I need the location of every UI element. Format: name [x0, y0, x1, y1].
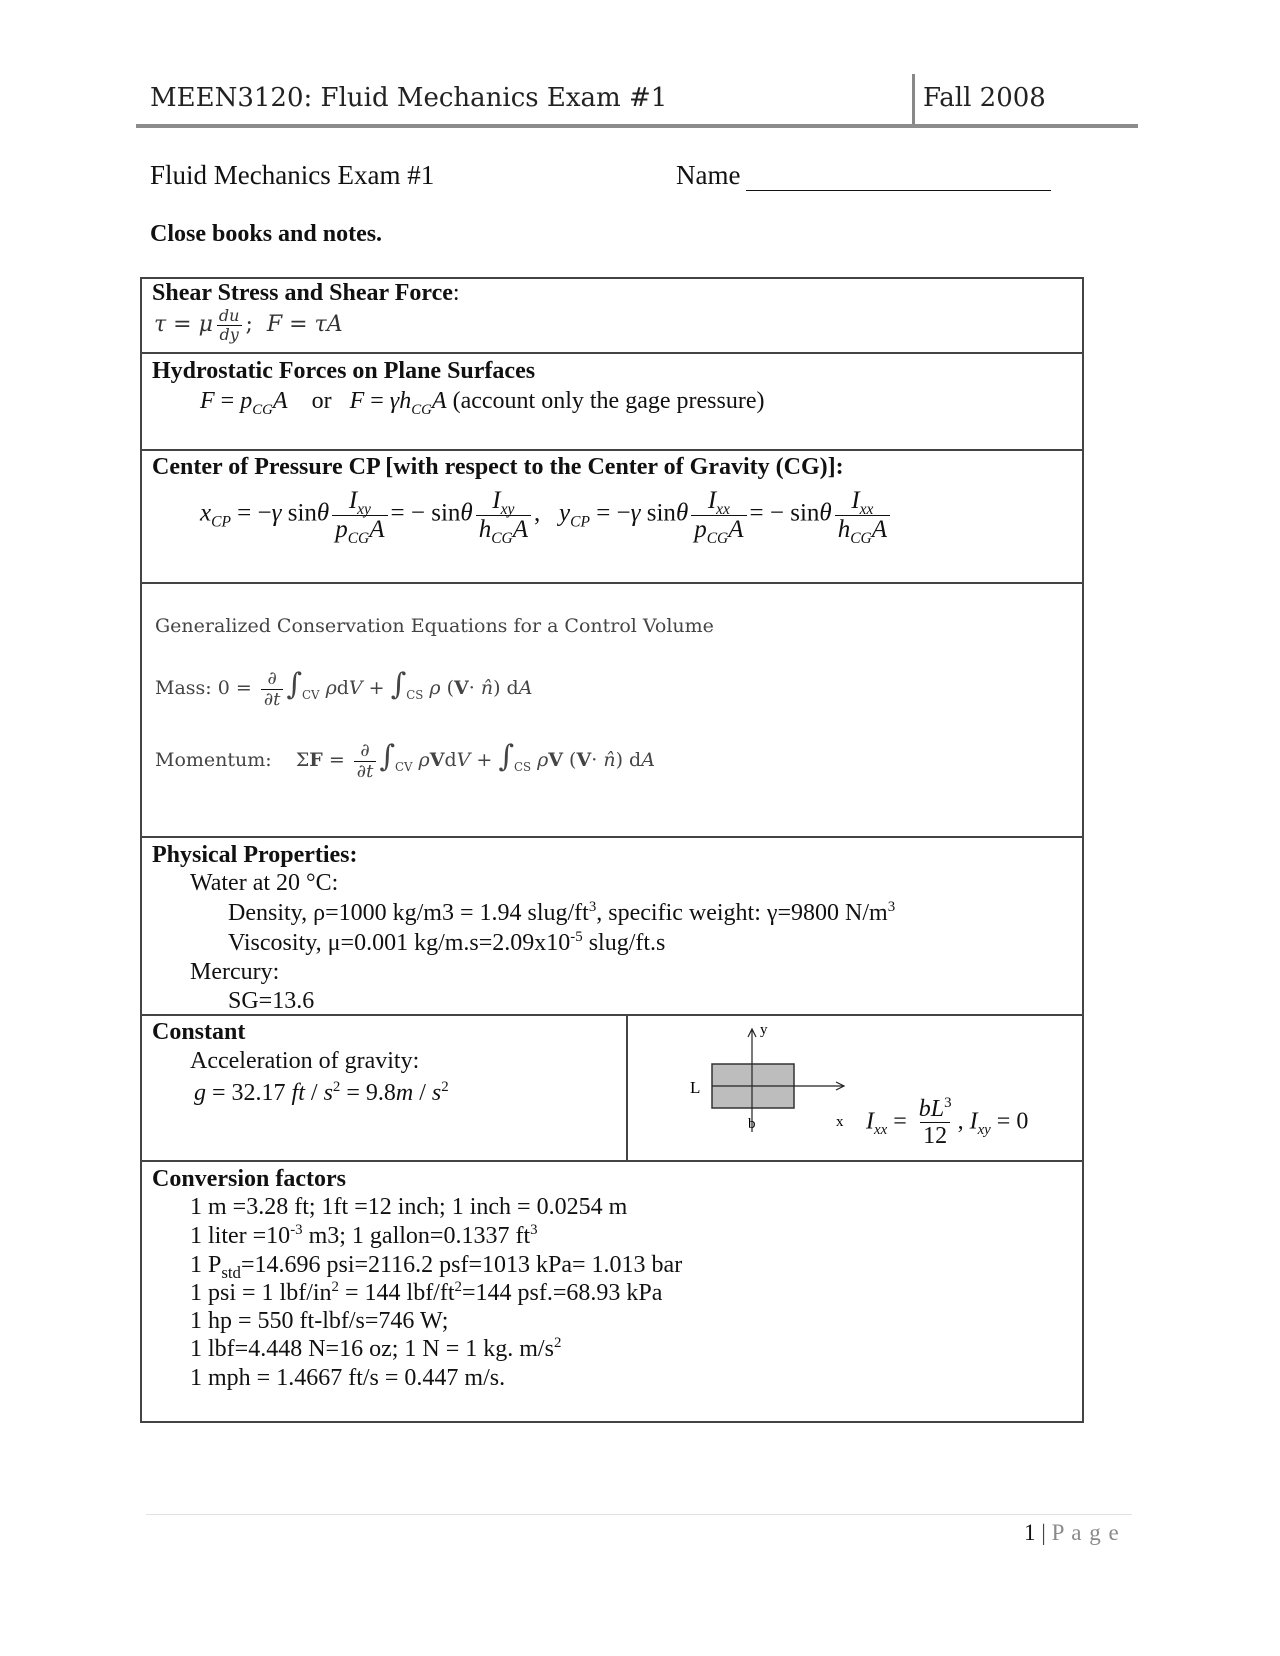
page-number: 1: [1024, 1520, 1036, 1545]
header-rule: [136, 124, 1138, 128]
conversion-line-4: 1 psi = 1 lbf/$in^2 = 144$ lbf/$ft^2=144$ psf.=68.93 kPa: [190, 1279, 663, 1306]
shear-formula: τ = μ $\frac{du}{dy}$ ; F = τA: [154, 306, 343, 344]
cp-section: [140, 449, 1084, 584]
y-axis-label: y: [760, 1022, 768, 1038]
hydrostatic-section: [140, 352, 1084, 451]
mass-label: Mass:: [155, 677, 212, 699]
header-course: MEEN3120: Fluid Mechanics Exam #1: [150, 83, 668, 113]
constant-divider: [626, 1016, 628, 1162]
hydrostatic-formula: $F = p_{CG}A$ or $F = \gamma h_{CG}A$ (account only the gage pressure): [200, 388, 765, 418]
conversion-title: Conversion factors: [152, 1166, 346, 1192]
shear-title: Shear Stress and Shear Force: [152, 280, 453, 306]
conversion-line-2: 1 liter $=10^{-3}$ m3; 1 gallon=0.1337 $ft^3$: [190, 1222, 538, 1249]
cp-title: Center of Pressure CP [with respect to the Center of Gravity (CG)]:: [152, 454, 844, 480]
header-divider-vertical: [912, 74, 915, 126]
physical-section: [140, 836, 1084, 1016]
momentum-equation: Momentum: ΣF = $\frac{\partial}{\partial t}$ $\int_{CV}$ $\rho VdV + \int_{CS}$ ρV (V· n̂) dA: [155, 739, 655, 782]
density-line: Density, ρ=1000 kg/m3 = 1.94 slug/$ft^3$, specific weight: γ=9800 $N/m^3$: [228, 899, 896, 926]
constant-title: Constant: [152, 1019, 246, 1045]
cp-formula: $x_{CP} = -\gamma$ sinθ $\frac{I_{xy}}{p_{CG}A}$ = − sinθ $\frac{I_{xy}}{h_{CG}A}$ , $y_{CP} = -\gamma$ sinθ $\frac{I_{xx}}{p_{CG}A}$ = − sinθ $\frac{I_{xx}}{h_{CG}A}$: [200, 487, 893, 543]
shear-colon: :: [452, 280, 460, 306]
mass-equation: Mass: 0 = $\frac{\partial}{\partial t}$ $\int_{CV}$ $\rho dV + \int_{CS}$ ρ (V· n̂) dA: [155, 667, 533, 710]
conversion-section: [140, 1160, 1084, 1419]
hydrostatic-or: or: [311, 388, 332, 414]
water-label: Water at 20 °C:: [190, 870, 339, 896]
L-label: L: [690, 1078, 701, 1097]
momentum-label: Momentum:: [155, 749, 272, 771]
physical-title: Physical Properties:: [152, 842, 358, 868]
viscosity-line: Viscosity, μ=0.001 $kg/m.s=2.09x10^{-5}$ slug/ft.s: [228, 929, 666, 956]
moment-of-inertia-formula: $I_{xx}$ = $\frac{bL^3}{12}$ , $I_{xy} = 0$: [866, 1095, 1029, 1150]
conversion-line-3: 1 $P_{std}=14.696$ psi=2116.2 psf=1013 kPa= 1.013 bar: [190, 1252, 683, 1282]
conversion-line-6: 1 lbf=4.448 N=16 oz; 1 N = 1 kg. $m/s^2$: [190, 1335, 562, 1362]
exam-title: Fluid Mechanics Exam #1: [150, 160, 435, 190]
name-label: Name: [676, 160, 741, 190]
header-term: Fall 2008: [923, 83, 1046, 113]
conservation-section: [140, 582, 1084, 838]
constant-section: [140, 1014, 1084, 1162]
hydrostatic-note: (account only the gage pressure): [452, 388, 765, 414]
footer-rule: [146, 1514, 1132, 1515]
page-label: P a g e: [1051, 1520, 1120, 1545]
footer-page: 1 | P a g e: [1024, 1520, 1120, 1545]
conversion-line-1: 1 m =3.28 ft; 1ft =12 inch; 1 inch = 0.0254 m: [190, 1194, 628, 1220]
name-field-line[interactable]: [746, 190, 1051, 191]
b-label: b: [748, 1116, 756, 1132]
instructions: Close books and notes.: [150, 221, 383, 247]
mercury-sg: SG=13.6: [228, 988, 315, 1014]
hydrostatic-title: Hydrostatic Forces on Plane Surfaces: [152, 358, 536, 384]
mercury-label: Mercury:: [190, 959, 280, 985]
conversion-line-7: 1 mph = 1.4667 ft/s = 0.447 m/s.: [190, 1365, 506, 1391]
conversion-line-5: 1 hp = 550 ft-lbf/s=746 W;: [190, 1308, 449, 1334]
gravity-label: Acceleration of gravity:: [190, 1048, 420, 1074]
gravity-formula: g = 32.17 ft / $s^2 = 9.8m / s^2$: [194, 1079, 449, 1106]
conservation-title: Generalized Conservation Equations for a Control Volume: [155, 615, 714, 637]
shear-section: [140, 277, 1084, 352]
x-axis-label: x: [836, 1114, 844, 1130]
